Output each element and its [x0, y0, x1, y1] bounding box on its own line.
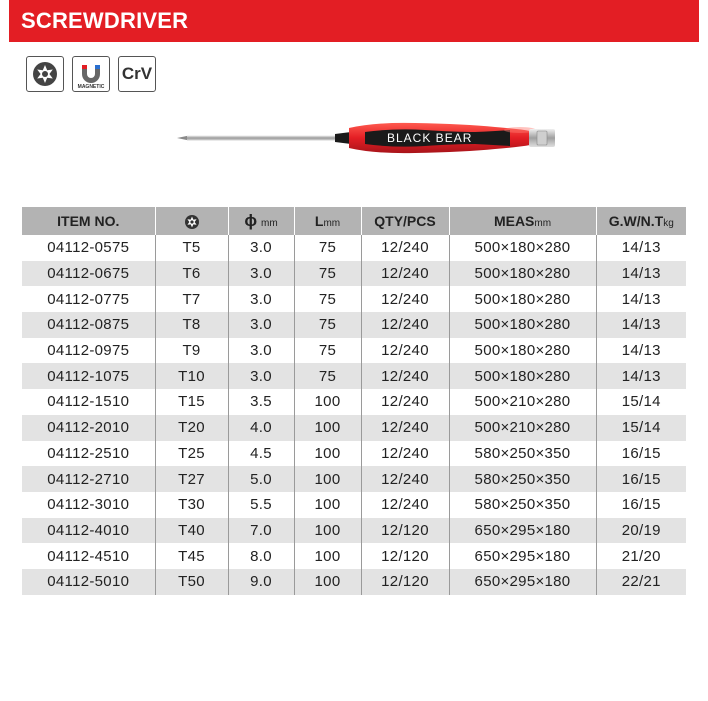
table-row	[22, 415, 686, 441]
cell-qty: 12/240	[361, 363, 449, 389]
cell-meas: 500×210×280	[449, 415, 596, 441]
cell-weight: 14/13	[596, 261, 686, 287]
cell-item-no: 04112-0775	[22, 286, 155, 312]
table-row	[22, 518, 686, 544]
cell-qty: 12/240	[361, 415, 449, 441]
cell-item-no: 04112-4510	[22, 543, 155, 569]
cell-item-no: 04112-0875	[22, 312, 155, 338]
cell-length: 75	[294, 261, 361, 287]
table-row	[22, 543, 686, 569]
cell-item-no: 04112-0575	[22, 235, 155, 261]
cell-meas: 500×180×280	[449, 235, 596, 261]
cell-diameter: 3.0	[228, 312, 294, 338]
cell-length: 75	[294, 363, 361, 389]
table-body	[22, 235, 686, 595]
table-row	[22, 286, 686, 312]
cell-qty: 12/120	[361, 543, 449, 569]
cell-diameter: 3.5	[228, 389, 294, 415]
cell-weight: 20/19	[596, 518, 686, 544]
cell-tip: T45	[155, 543, 228, 569]
screwdriver-collar	[335, 132, 351, 144]
cell-meas: 500×210×280	[449, 389, 596, 415]
cell-diameter: 7.0	[228, 518, 294, 544]
table-row	[22, 466, 686, 492]
cell-qty: 12/240	[361, 492, 449, 518]
cell-item-no: 04112-2510	[22, 441, 155, 467]
cell-weight: 16/15	[596, 492, 686, 518]
cell-meas: 500×180×280	[449, 286, 596, 312]
magnet-icon	[72, 56, 110, 92]
header-qty: QTY/PCS	[361, 207, 449, 235]
cell-item-no: 04112-4010	[22, 518, 155, 544]
cell-length: 100	[294, 518, 361, 544]
cell-diameter: 3.0	[228, 261, 294, 287]
cell-meas: 500×180×280	[449, 261, 596, 287]
header-item-no: ITEM NO.	[22, 207, 155, 235]
cell-item-no: 04112-0975	[22, 338, 155, 364]
cell-meas: 650×295×180	[449, 518, 596, 544]
brand-label: BLACK BEAR	[387, 131, 473, 145]
cell-item-no: 04112-2710	[22, 466, 155, 492]
table-row	[22, 569, 686, 595]
header-meas: MEASmm	[449, 207, 596, 235]
cell-tip: T50	[155, 569, 228, 595]
cell-meas: 580×250×350	[449, 466, 596, 492]
cell-weight: 14/13	[596, 312, 686, 338]
cell-qty: 12/240	[361, 441, 449, 467]
cell-tip: T5	[155, 235, 228, 261]
title-bar	[9, 0, 699, 42]
cell-meas: 650×295×180	[449, 543, 596, 569]
cell-meas: 580×250×350	[449, 441, 596, 467]
cell-tip: T8	[155, 312, 228, 338]
cell-item-no: 04112-5010	[22, 569, 155, 595]
table-row	[22, 338, 686, 364]
cell-tip: T15	[155, 389, 228, 415]
table-row	[22, 441, 686, 467]
table-row	[22, 389, 686, 415]
page-title: SCREWDRIVER	[21, 8, 189, 33]
table-row	[22, 363, 686, 389]
cell-length: 100	[294, 492, 361, 518]
cell-item-no: 04112-1510	[22, 389, 155, 415]
spec-table	[22, 207, 686, 595]
cell-diameter: 3.0	[228, 363, 294, 389]
cell-tip: T9	[155, 338, 228, 364]
header-diameter: ϕ mm	[228, 207, 294, 235]
cell-weight: 16/15	[596, 441, 686, 467]
cell-tip: T30	[155, 492, 228, 518]
table-row	[22, 261, 686, 287]
cell-qty: 12/240	[361, 286, 449, 312]
cell-meas: 580×250×350	[449, 492, 596, 518]
cell-diameter: 5.5	[228, 492, 294, 518]
table-row	[22, 492, 686, 518]
cell-diameter: 5.0	[228, 466, 294, 492]
table-row	[22, 235, 686, 261]
cell-weight: 21/20	[596, 543, 686, 569]
screwdriver-image	[175, 118, 565, 162]
cell-length: 100	[294, 441, 361, 467]
feature-icons	[26, 56, 156, 92]
cell-weight: 14/13	[596, 338, 686, 364]
cell-diameter: 3.0	[228, 338, 294, 364]
cell-qty: 12/120	[361, 569, 449, 595]
cell-qty: 12/240	[361, 466, 449, 492]
cell-length: 75	[294, 286, 361, 312]
cell-tip: T40	[155, 518, 228, 544]
cell-length: 75	[294, 235, 361, 261]
cell-tip: T27	[155, 466, 228, 492]
torx-header-icon	[184, 214, 200, 230]
cell-length: 100	[294, 569, 361, 595]
cell-qty: 12/240	[361, 235, 449, 261]
magnetic-label: MAGNETIC	[77, 84, 105, 90]
header-length: Lmm	[294, 207, 361, 235]
cell-tip: T10	[155, 363, 228, 389]
cell-weight: 14/13	[596, 235, 686, 261]
cell-item-no: 04112-2010	[22, 415, 155, 441]
cell-length: 100	[294, 543, 361, 569]
cell-diameter: 4.5	[228, 441, 294, 467]
cell-item-no: 04112-0675	[22, 261, 155, 287]
cell-weight: 14/13	[596, 363, 686, 389]
cell-tip: T20	[155, 415, 228, 441]
cell-weight: 15/14	[596, 389, 686, 415]
cell-diameter: 9.0	[228, 569, 294, 595]
table-header-row	[22, 207, 686, 235]
cell-weight: 14/13	[596, 286, 686, 312]
table-row	[22, 312, 686, 338]
cell-diameter: 8.0	[228, 543, 294, 569]
cell-length: 75	[294, 312, 361, 338]
screwdriver-shaft	[187, 136, 337, 141]
cell-meas: 500×180×280	[449, 363, 596, 389]
header-tip	[155, 207, 228, 235]
cell-qty: 12/240	[361, 261, 449, 287]
cell-item-no: 04112-3010	[22, 492, 155, 518]
cell-item-no: 04112-1075	[22, 363, 155, 389]
torx-icon	[26, 56, 64, 92]
cell-qty: 12/120	[361, 518, 449, 544]
cell-diameter: 4.0	[228, 415, 294, 441]
cell-length: 75	[294, 338, 361, 364]
cell-meas: 500×180×280	[449, 312, 596, 338]
crv-label: CrV	[121, 64, 153, 83]
cell-weight: 16/15	[596, 466, 686, 492]
cell-length: 100	[294, 466, 361, 492]
cell-tip: T25	[155, 441, 228, 467]
cell-weight: 15/14	[596, 415, 686, 441]
cell-tip: T7	[155, 286, 228, 312]
header-weight: G.W/N.Tkg	[596, 207, 686, 235]
cell-meas: 650×295×180	[449, 569, 596, 595]
crv-icon	[118, 56, 156, 92]
cell-qty: 12/240	[361, 389, 449, 415]
cell-length: 100	[294, 415, 361, 441]
cell-diameter: 3.0	[228, 235, 294, 261]
cell-length: 100	[294, 389, 361, 415]
cell-qty: 12/240	[361, 312, 449, 338]
cell-diameter: 3.0	[228, 286, 294, 312]
cell-meas: 500×180×280	[449, 338, 596, 364]
cell-tip: T6	[155, 261, 228, 287]
cell-weight: 22/21	[596, 569, 686, 595]
cell-qty: 12/240	[361, 338, 449, 364]
